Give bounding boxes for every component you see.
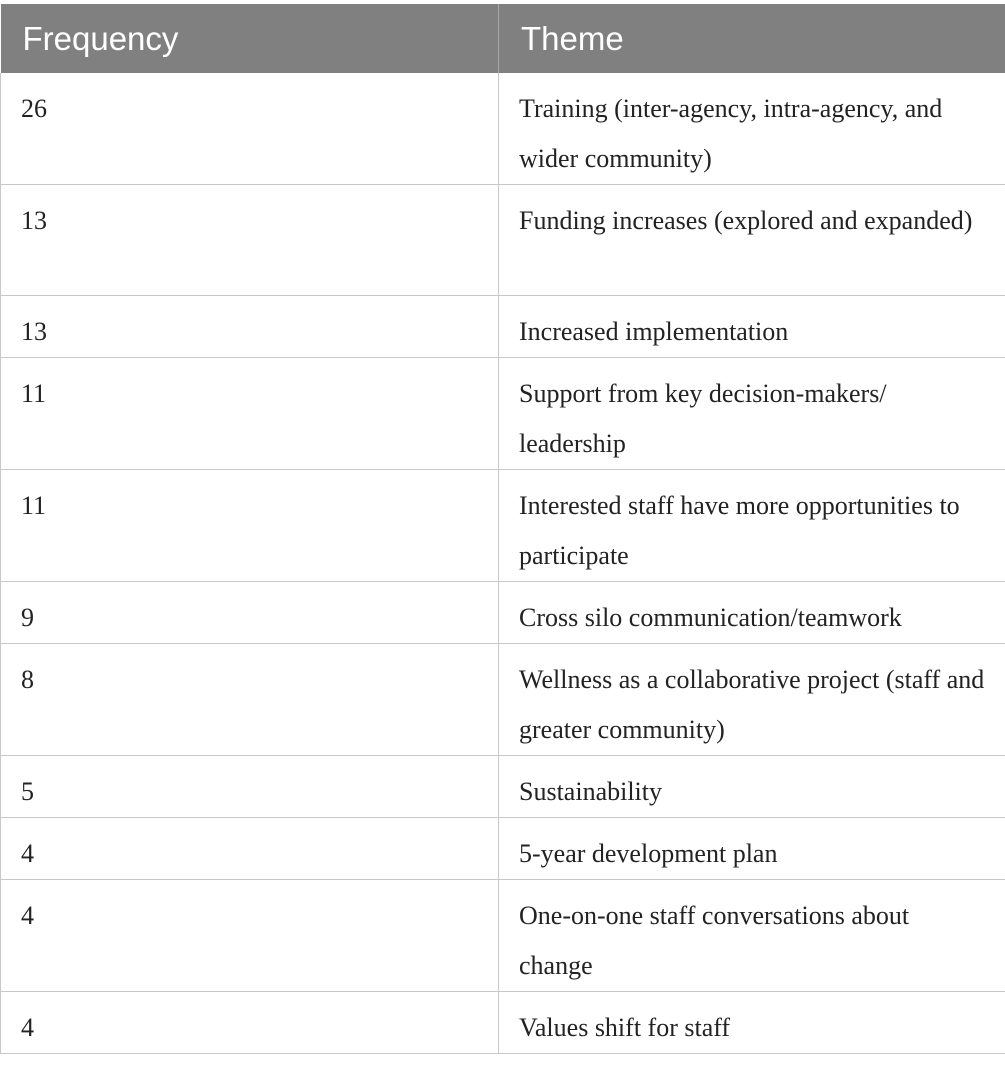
- frequency-cell: 13: [1, 185, 499, 296]
- frequency-cell: 5: [1, 756, 499, 818]
- themes-frequency-table: [0, 4, 1005, 1054]
- theme-cell: Cross silo communication/teamwork: [499, 582, 1005, 644]
- frequency-cell: 8: [1, 644, 499, 756]
- table-row: [1, 818, 1005, 880]
- table-row: [1, 296, 1005, 358]
- theme-cell: Values shift for staff: [499, 992, 1005, 1054]
- frequency-cell: 9: [1, 582, 499, 644]
- table-row: [1, 73, 1005, 185]
- table-row: [1, 880, 1005, 992]
- theme-cell: Training (inter-agency, intra-agency, and wider community): [499, 73, 1005, 185]
- frequency-cell: 26: [1, 73, 499, 185]
- frequency-cell: 11: [1, 470, 499, 582]
- themes-table-container: [0, 4, 1005, 1054]
- table-row: [1, 358, 1005, 470]
- table-row: [1, 756, 1005, 818]
- theme-cell: 5-year development plan: [499, 818, 1005, 880]
- table-row: [1, 470, 1005, 582]
- theme-cell: Funding increases (explored and expanded): [499, 185, 1005, 296]
- theme-cell: One-on-one staff conversations about change: [499, 880, 1005, 992]
- table-row: [1, 992, 1005, 1054]
- header-frequency: Frequency: [1, 4, 499, 73]
- table-row: [1, 582, 1005, 644]
- frequency-cell: 13: [1, 296, 499, 358]
- header-row: [1, 4, 1005, 73]
- frequency-cell: 4: [1, 818, 499, 880]
- theme-cell: Support from key decision-makers/ leadership: [499, 358, 1005, 470]
- theme-cell: Sustainability: [499, 756, 1005, 818]
- theme-cell: Increased implementation: [499, 296, 1005, 358]
- table-body: [1, 73, 1005, 1054]
- frequency-cell: 4: [1, 880, 499, 992]
- table-row: [1, 644, 1005, 756]
- table-header: [1, 4, 1005, 73]
- header-theme: Theme: [499, 4, 1005, 73]
- theme-cell: Interested staff have more opportunities to participate: [499, 470, 1005, 582]
- theme-cell: Wellness as a collaborative project (staff and greater community): [499, 644, 1005, 756]
- table-row: [1, 185, 1005, 296]
- frequency-cell: 11: [1, 358, 499, 470]
- frequency-cell: 4: [1, 992, 499, 1054]
